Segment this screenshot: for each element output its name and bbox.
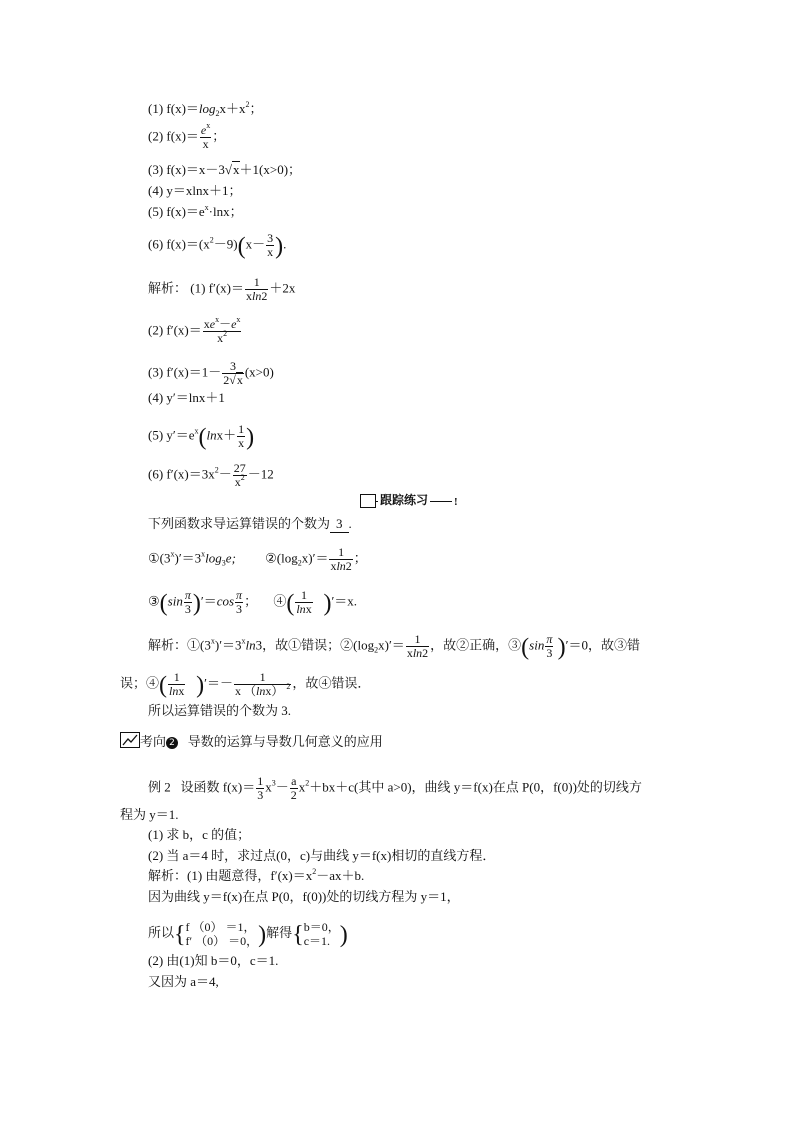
practice-badge-label: 跟踪练习 [380,493,429,507]
practice-conclusion: 所以运算错误的个数为 3. [148,703,292,718]
problem-2: (2) f(x)＝ $\frac{e^x}{x}$ ； [148,121,226,151]
problem-1: (1) $f(x)=\log_2x+x^2$； [148,100,263,118]
practice-question: 下列函数求导运算错误的个数为 3 . [148,516,352,531]
problem-5: (5) $f(x)=e^x\cdot\ln x$； [148,203,243,219]
problem-3: (3) f(x)＝x－3√x＋1(x>0)； [148,162,302,177]
example2-q1: (1) 求 b，c 的值； [148,827,251,842]
practice-badge [360,492,462,510]
practice-items-1-2: $①(3^x)'=3^x\log_3e$; $②(\log_2x)'=$ $\frac{1}{xln2}$ ； [148,545,367,573]
practice-analysis-line2: 误；④( $\frac{1}{\ln x}$ )′＝－ $\frac{1}{x (\ln x) ^2}$ ，故④错误． [120,670,371,699]
solution-5: (5) $y'=e^x(\ln x+$ $\frac{1}{x}$ ) [148,422,255,451]
solution-3: (3) f′(x)＝1－ $\frac{3}{2√x}$ (x>0) [148,359,274,387]
trend-chart-icon [120,732,140,748]
solution-6: (6) $f'(x)=3x^2-$ $\frac{27}{x^2}$ －12 [148,461,274,489]
example2-stem-line1: 例 2 设函数 f(x)＝ $\frac{1}{3}$ $x^3-$ $\frac{a}{2}$ $x^2+bx+c$(其中 a>0)，曲线 y＝f(x)在点 P(0，f(0))处的切线方 [148,774,642,802]
solution-1: 解析： (1) f′(x)＝ $\frac{1}{xln2}$ ＋2x [148,275,296,303]
example2-sol1: 解析：(1) 由题意得，$f'(x)=x^2-ax+b$. [148,867,365,883]
example2-sol2: 因为曲线 y＝f(x)在点 P(0，f(0))处的切线方程为 y＝1， [148,889,460,904]
solution-4: (4) y′＝lnx＋1 [148,390,225,405]
section-number-badge: 2 [166,737,178,749]
problem-6: (6) $f(x)=(x^2-9)(x-$ $\frac{3}{x}$ ). [148,231,287,260]
example2-sol3: 所以{f （0） ＝1， f′ （0） ＝0，)解得{b＝0， c＝1. ) [148,920,348,948]
sparkle-icon: ǃ [454,496,458,508]
section2-heading: 考向 2 导数的运算与导数几何意义的应用 [140,734,383,749]
book-icon [360,494,376,508]
problem-4: (4) y＝xlnx＋1； [148,183,242,198]
example2-sol5: 又因为 a＝4, [148,974,219,989]
example2-sol4: (2) 由(1)知 b＝0，c＝1. [148,953,279,968]
practice-answer: 3 [330,516,349,533]
example2-q2: (2) 当 a＝4 时，求过点(0，c)与曲线 y＝f(x)相切的直线方程． [148,848,496,863]
practice-analysis-line1: 解析：$①(3^x)'=3^x\ln 3$，故①错误；$②(\log_2x)'=$ $\frac{1}{xln2}$ ，故②正确，③(sin $\frac{\pi}{3}$ )′＝0，故③错 [148,632,640,661]
solution-2: (2) f′(x)＝ $\frac{xe^x-e^x}{x^2}$ [148,315,241,345]
example2-stem-line2: 程为 y＝1. [120,807,179,822]
practice-items-3-4: ③(sin $\frac{\pi}{3}$ )′＝cos $\frac{\pi}{3}$ ； ④( $\frac{1}{\ln x}$ )′＝x. [148,588,358,617]
